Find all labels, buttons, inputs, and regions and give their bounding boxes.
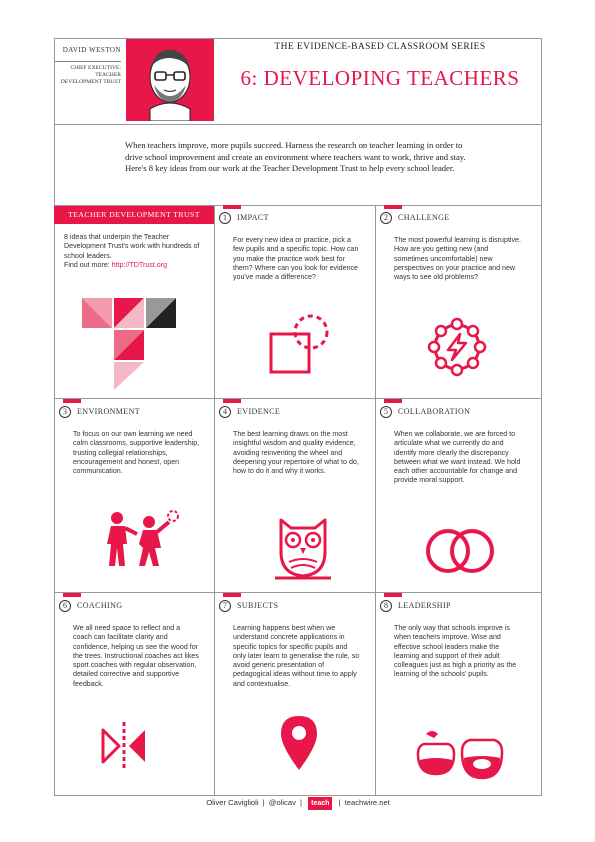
mirror-arrows-icon [99,720,149,772]
author-portrait [126,39,214,121]
author-role: CHIEF EXECUTIVE: TEACHER DEVELOPMENT TRUST [55,61,121,86]
idea-title: SUBJECTS [237,601,279,610]
grid-hline-2 [54,592,542,593]
people-throwing-icon [97,504,187,574]
portrait-illustration [126,39,214,121]
tdt-find-more: Find out more: [64,261,112,270]
footer-site[interactable]: teachwire.net [344,798,390,807]
idea-title: COACHING [77,601,123,610]
idea-title: IMPACT [237,213,269,222]
footer-handle[interactable]: @olicav [268,798,296,807]
author-name: DAVID WESTON [62,46,121,54]
fishbowl-icon [412,724,508,782]
idea-tab [223,593,241,597]
tdt-link[interactable]: http://TDTrust.org [111,261,168,270]
idea-body: For every new idea or practice, pick a few pupils and a specific topic. How can you make the practice work best for them? Where can you look for evidence you've made a difference? [233,236,359,282]
map-pin-icon [279,714,319,774]
idea-title: EVIDENCE [237,407,281,416]
idea-title: LEADERSHIP [398,601,451,610]
idea-number: 8 [380,600,392,612]
idea-body: The best learning draws on the most insightful wisdom and quality evidence, avoiding reinventing the wheel and deepening your repertoire of what to do, how to do it and why it works. [233,430,359,476]
tdt-label: TEACHER DEVELOPMENT TRUST [54,206,214,224]
grid-vline-2 [375,205,376,796]
square-circle-icon [267,310,337,380]
header-divider [54,124,542,125]
page-title: 6: DEVELOPING TEACHERS [240,66,520,90]
linked-rings-icon [422,526,498,576]
idea-tab [223,399,241,403]
teach-logo: teach [308,797,332,810]
idea-number: 7 [219,600,231,612]
idea-number: 3 [59,406,71,418]
idea-tab [63,593,81,597]
idea-title: COLLABORATION [398,407,471,416]
idea-number: 6 [59,600,71,612]
footer-separator: | [262,798,265,807]
lightning-network-icon [422,312,492,382]
idea-number: 2 [380,212,392,224]
tdt-logo-icon [78,294,178,392]
footer-author: Oliver Caviglioli [206,798,259,807]
idea-body: We all need space to reflect and a coach can facilitate clarity and confidence, helping us see the wood for the trees. Instructional coaches act likes sport coaches with regular observation, detailed corrective and supportive feedback. [73,624,199,688]
idea-number: 5 [380,406,392,418]
footer-separator: | [338,798,341,807]
idea-body: The most powerful learning is disruptive. How are you getting new (and sometimes uncomfortable) new perspectives on your practice and new ways to see old problems? [394,236,521,282]
footer-separator: | [300,798,302,807]
series-label: THE EVIDENCE-BASED CLASSROOM SERIES [274,42,486,52]
tdt-description [64,233,204,271]
idea-number: 1 [219,212,231,224]
idea-title: CHALLENGE [398,213,450,222]
author-block [55,46,121,86]
idea-number: 4 [219,406,231,418]
idea-body: Learning happens best when we understand concrete applications in specific topics for specific pupils and only later learn to generalise the rule, so avoid generic presentation of pedagogical ideas without time to apply and contextualise. [233,624,360,688]
tdt-text: 8 ideas that underpin the Teacher Development Trust's work with hundreds of school leaders. [64,233,200,260]
idea-tab [223,205,241,209]
idea-body: When we collaborate, we are forced to articulate what we currently do and identify more clearly the discrepancy between what we want instead. We hold each other accountable for change and provide moral support. [394,430,521,485]
idea-tab [63,399,81,403]
grid-vline-1 [214,205,215,796]
idea-tab [384,205,402,209]
idea-title: ENVIRONMENT [77,407,141,416]
owl-icon [271,512,335,580]
idea-body: To focus on our own learning we need calm classrooms, supportive leadership, trusting collegial relationships, encouragement and honest, open communication. [73,430,200,476]
idea-tab [384,593,402,597]
footer [54,796,542,810]
intro-paragraph: When teachers improve, more pupils succeed. Harness the research on teacher learning in order to drive school improvement and create an environment where teachers want to work, thrive and stay. Here's 8 key ideas from our work at the Teacher Development Trust to help every school leader. [125,140,466,174]
idea-tab [384,399,402,403]
grid-hline-1 [54,398,542,399]
idea-body: The only way that schools improve is when teachers improve. Wise and effective school leaders make the learning and support of their adult colleagues just as high a priority as the learning of the schools' pupils. [394,624,517,679]
